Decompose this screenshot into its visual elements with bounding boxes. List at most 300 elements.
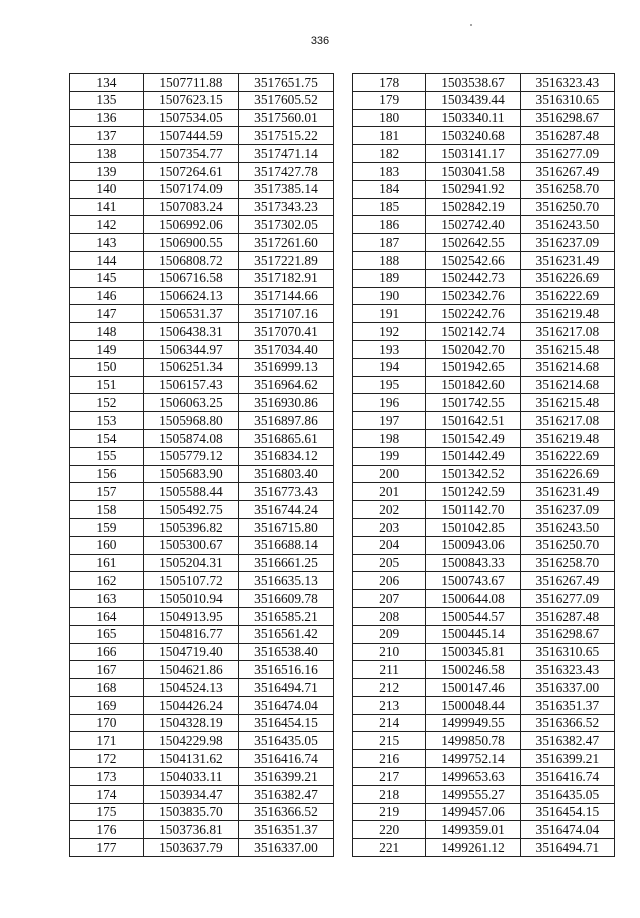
x-coordinate-cell: 1501942.65	[426, 358, 520, 376]
point-number-cell: 174	[70, 785, 144, 803]
x-coordinate-cell: 1503340.11	[426, 109, 520, 127]
y-coordinate-cell: 3516416.74	[520, 768, 614, 786]
x-coordinate-cell: 1500743.67	[426, 572, 520, 590]
x-coordinate-cell: 1499653.63	[426, 768, 520, 786]
point-number-cell: 172	[70, 750, 144, 768]
y-coordinate-cell: 3517107.16	[238, 305, 333, 323]
table-row	[353, 323, 615, 341]
x-coordinate-cell: 1502442.73	[426, 269, 520, 287]
y-coordinate-cell: 3516635.13	[238, 572, 333, 590]
table-row	[70, 127, 334, 145]
y-coordinate-cell: 3516454.15	[520, 803, 614, 821]
table-row	[353, 750, 615, 768]
table-row	[70, 145, 334, 163]
table-row	[353, 109, 615, 127]
table-row	[70, 412, 334, 430]
table-row	[70, 803, 334, 821]
table-row	[353, 127, 615, 145]
x-coordinate-cell: 1506808.72	[143, 251, 238, 269]
y-coordinate-cell: 3516215.48	[520, 394, 614, 412]
table-row	[70, 305, 334, 323]
point-number-cell: 151	[70, 376, 144, 394]
y-coordinate-cell: 3516416.74	[238, 750, 333, 768]
y-coordinate-cell: 3517343.23	[238, 198, 333, 216]
y-coordinate-cell: 3516310.65	[520, 91, 614, 109]
table-row	[70, 394, 334, 412]
point-number-cell: 171	[70, 732, 144, 750]
scan-speck	[470, 24, 472, 26]
point-number-cell: 160	[70, 536, 144, 554]
table-row	[353, 465, 615, 483]
table-row	[70, 74, 334, 92]
table-row	[70, 590, 334, 608]
x-coordinate-cell: 1506531.37	[143, 305, 238, 323]
table-row	[70, 429, 334, 447]
point-number-cell: 209	[353, 625, 426, 643]
x-coordinate-cell: 1503835.70	[143, 803, 238, 821]
table-row	[70, 483, 334, 501]
table-row	[353, 768, 615, 786]
table-row	[70, 162, 334, 180]
x-coordinate-cell: 1506157.43	[143, 376, 238, 394]
table-row	[353, 358, 615, 376]
table-row	[353, 483, 615, 501]
x-coordinate-cell: 1502842.19	[426, 198, 520, 216]
point-number-cell: 215	[353, 732, 426, 750]
point-number-cell: 164	[70, 607, 144, 625]
y-coordinate-cell: 3517385.14	[238, 180, 333, 198]
y-coordinate-cell: 3516287.48	[520, 607, 614, 625]
table-row	[70, 269, 334, 287]
x-coordinate-cell: 1502242.76	[426, 305, 520, 323]
x-coordinate-cell: 1505396.82	[143, 518, 238, 536]
x-coordinate-cell: 1503141.17	[426, 145, 520, 163]
x-coordinate-cell: 1505683.90	[143, 465, 238, 483]
point-number-cell: 178	[353, 74, 426, 92]
point-number-cell: 170	[70, 714, 144, 732]
y-coordinate-cell: 3516250.70	[520, 536, 614, 554]
table-row	[353, 625, 615, 643]
table-row	[70, 714, 334, 732]
x-coordinate-cell: 1505874.08	[143, 429, 238, 447]
point-number-cell: 181	[353, 127, 426, 145]
x-coordinate-cell: 1504913.95	[143, 607, 238, 625]
point-number-cell: 198	[353, 429, 426, 447]
y-coordinate-cell: 3516474.04	[238, 696, 333, 714]
y-coordinate-cell: 3516214.68	[520, 358, 614, 376]
table-row	[353, 447, 615, 465]
table-row	[353, 91, 615, 109]
point-number-cell: 211	[353, 661, 426, 679]
y-coordinate-cell: 3516494.71	[238, 679, 333, 697]
x-coordinate-cell: 1507174.09	[143, 180, 238, 198]
table-row	[353, 287, 615, 305]
table-row	[353, 821, 615, 839]
table-row	[70, 340, 334, 358]
table-row	[353, 234, 615, 252]
point-number-cell: 189	[353, 269, 426, 287]
x-coordinate-cell: 1507354.77	[143, 145, 238, 163]
point-number-cell: 144	[70, 251, 144, 269]
point-number-cell: 155	[70, 447, 144, 465]
x-coordinate-cell: 1504328.19	[143, 714, 238, 732]
y-coordinate-cell: 3516999.13	[238, 358, 333, 376]
y-coordinate-cell: 3516609.78	[238, 590, 333, 608]
point-number-cell: 152	[70, 394, 144, 412]
x-coordinate-cell: 1500048.44	[426, 696, 520, 714]
y-coordinate-cell: 3516964.62	[238, 376, 333, 394]
x-coordinate-cell: 1505204.31	[143, 554, 238, 572]
table-row	[70, 180, 334, 198]
y-coordinate-cell: 3516298.67	[520, 625, 614, 643]
y-coordinate-cell: 3516243.50	[520, 216, 614, 234]
point-number-cell: 163	[70, 590, 144, 608]
x-coordinate-cell: 1499457.06	[426, 803, 520, 821]
table-row	[353, 74, 615, 92]
y-coordinate-cell: 3516222.69	[520, 447, 614, 465]
table-row	[353, 198, 615, 216]
y-coordinate-cell: 3516237.09	[520, 501, 614, 519]
y-coordinate-cell: 3516323.43	[520, 661, 614, 679]
table-row	[353, 714, 615, 732]
x-coordinate-cell: 1502742.40	[426, 216, 520, 234]
y-coordinate-cell: 3516688.14	[238, 536, 333, 554]
point-number-cell: 143	[70, 234, 144, 252]
x-coordinate-cell: 1499850.78	[426, 732, 520, 750]
point-number-cell: 136	[70, 109, 144, 127]
x-coordinate-cell: 1507534.05	[143, 109, 238, 127]
table-row	[70, 501, 334, 519]
x-coordinate-cell: 1499555.27	[426, 785, 520, 803]
point-number-cell: 158	[70, 501, 144, 519]
table-row	[353, 696, 615, 714]
point-number-cell: 183	[353, 162, 426, 180]
y-coordinate-cell: 3516214.68	[520, 376, 614, 394]
point-number-cell: 167	[70, 661, 144, 679]
y-coordinate-cell: 3516351.37	[520, 696, 614, 714]
x-coordinate-cell: 1507264.61	[143, 162, 238, 180]
x-coordinate-cell: 1505588.44	[143, 483, 238, 501]
x-coordinate-cell: 1505107.72	[143, 572, 238, 590]
y-coordinate-cell: 3516366.52	[238, 803, 333, 821]
point-number-cell: 197	[353, 412, 426, 430]
table-row	[70, 768, 334, 786]
y-coordinate-cell: 3516243.50	[520, 518, 614, 536]
point-number-cell: 218	[353, 785, 426, 803]
table-row	[353, 501, 615, 519]
x-coordinate-cell: 1506438.31	[143, 323, 238, 341]
point-number-cell: 206	[353, 572, 426, 590]
point-number-cell: 201	[353, 483, 426, 501]
x-coordinate-cell: 1504719.40	[143, 643, 238, 661]
x-coordinate-cell: 1500246.58	[426, 661, 520, 679]
point-number-cell: 184	[353, 180, 426, 198]
point-number-cell: 202	[353, 501, 426, 519]
x-coordinate-cell: 1500644.08	[426, 590, 520, 608]
x-coordinate-cell: 1503736.81	[143, 821, 238, 839]
point-number-cell: 166	[70, 643, 144, 661]
x-coordinate-cell: 1501642.51	[426, 412, 520, 430]
table-row	[353, 554, 615, 572]
x-coordinate-cell: 1502941.92	[426, 180, 520, 198]
y-coordinate-cell: 3516226.69	[520, 269, 614, 287]
y-coordinate-cell: 3516287.48	[520, 127, 614, 145]
x-coordinate-cell: 1504033.11	[143, 768, 238, 786]
table-row	[70, 750, 334, 768]
point-number-cell: 161	[70, 554, 144, 572]
table-row	[70, 216, 334, 234]
x-coordinate-cell: 1506251.34	[143, 358, 238, 376]
y-coordinate-cell: 3516215.48	[520, 340, 614, 358]
table-row	[70, 625, 334, 643]
x-coordinate-cell: 1499949.55	[426, 714, 520, 732]
x-coordinate-cell: 1507623.15	[143, 91, 238, 109]
x-coordinate-cell: 1501542.49	[426, 429, 520, 447]
table-row	[353, 661, 615, 679]
y-coordinate-cell: 3516277.09	[520, 590, 614, 608]
y-coordinate-cell: 3516454.15	[238, 714, 333, 732]
table-row	[70, 287, 334, 305]
x-coordinate-cell: 1500843.33	[426, 554, 520, 572]
y-coordinate-cell: 3516323.43	[520, 74, 614, 92]
y-coordinate-cell: 3517605.52	[238, 91, 333, 109]
x-coordinate-cell: 1503041.58	[426, 162, 520, 180]
table-row	[353, 180, 615, 198]
point-number-cell: 145	[70, 269, 144, 287]
x-coordinate-cell: 1501442.49	[426, 447, 520, 465]
point-number-cell: 179	[353, 91, 426, 109]
point-number-cell: 216	[353, 750, 426, 768]
table-row	[70, 572, 334, 590]
table-row	[353, 607, 615, 625]
point-number-cell: 157	[70, 483, 144, 501]
table-row	[70, 536, 334, 554]
table-row	[353, 839, 615, 857]
x-coordinate-cell: 1500445.14	[426, 625, 520, 643]
table-row	[70, 821, 334, 839]
x-coordinate-cell: 1500943.06	[426, 536, 520, 554]
y-coordinate-cell: 3517427.78	[238, 162, 333, 180]
x-coordinate-cell: 1507711.88	[143, 74, 238, 92]
table-row	[353, 572, 615, 590]
table-row	[353, 590, 615, 608]
point-number-cell: 176	[70, 821, 144, 839]
y-coordinate-cell: 3516298.67	[520, 109, 614, 127]
x-coordinate-cell: 1500345.81	[426, 643, 520, 661]
point-number-cell: 192	[353, 323, 426, 341]
y-coordinate-cell: 3516267.49	[520, 162, 614, 180]
y-coordinate-cell: 3517302.05	[238, 216, 333, 234]
table-row	[70, 465, 334, 483]
x-coordinate-cell: 1506344.97	[143, 340, 238, 358]
y-coordinate-cell: 3516585.21	[238, 607, 333, 625]
x-coordinate-cell: 1503934.47	[143, 785, 238, 803]
point-number-cell: 135	[70, 91, 144, 109]
y-coordinate-cell: 3516219.48	[520, 305, 614, 323]
y-coordinate-cell: 3516219.48	[520, 429, 614, 447]
point-number-cell: 188	[353, 251, 426, 269]
y-coordinate-cell: 3516337.00	[238, 839, 333, 857]
y-coordinate-cell: 3516310.65	[520, 643, 614, 661]
point-number-cell: 139	[70, 162, 144, 180]
x-coordinate-cell: 1505010.94	[143, 590, 238, 608]
table-row	[353, 145, 615, 163]
y-coordinate-cell: 3517144.66	[238, 287, 333, 305]
y-coordinate-cell: 3516258.70	[520, 554, 614, 572]
y-coordinate-cell: 3516744.24	[238, 501, 333, 519]
x-coordinate-cell: 1502142.74	[426, 323, 520, 341]
table-row	[353, 412, 615, 430]
table-row	[70, 661, 334, 679]
point-number-cell: 214	[353, 714, 426, 732]
point-number-cell: 217	[353, 768, 426, 786]
x-coordinate-cell: 1504426.24	[143, 696, 238, 714]
point-number-cell: 207	[353, 590, 426, 608]
x-coordinate-cell: 1501342.52	[426, 465, 520, 483]
y-coordinate-cell: 3516538.40	[238, 643, 333, 661]
table-row	[70, 198, 334, 216]
x-coordinate-cell: 1504816.77	[143, 625, 238, 643]
point-number-cell: 175	[70, 803, 144, 821]
x-coordinate-cell: 1502042.70	[426, 340, 520, 358]
point-number-cell: 137	[70, 127, 144, 145]
x-coordinate-cell: 1506900.55	[143, 234, 238, 252]
point-number-cell: 210	[353, 643, 426, 661]
y-coordinate-cell: 3516516.16	[238, 661, 333, 679]
point-number-cell: 200	[353, 465, 426, 483]
point-number-cell: 162	[70, 572, 144, 590]
table-row	[70, 447, 334, 465]
y-coordinate-cell: 3516435.05	[520, 785, 614, 803]
y-coordinate-cell: 3517182.91	[238, 269, 333, 287]
y-coordinate-cell: 3516250.70	[520, 198, 614, 216]
x-coordinate-cell: 1499261.12	[426, 839, 520, 857]
y-coordinate-cell: 3516399.21	[520, 750, 614, 768]
table-row	[70, 518, 334, 536]
point-number-cell: 169	[70, 696, 144, 714]
table-row	[70, 839, 334, 857]
point-number-cell: 154	[70, 429, 144, 447]
point-number-cell: 168	[70, 679, 144, 697]
point-number-cell: 150	[70, 358, 144, 376]
x-coordinate-cell: 1503637.79	[143, 839, 238, 857]
y-coordinate-cell: 3516661.25	[238, 554, 333, 572]
coordinate-table-right	[352, 73, 615, 857]
y-coordinate-cell: 3517034.40	[238, 340, 333, 358]
y-coordinate-cell: 3516834.12	[238, 447, 333, 465]
coordinate-table-left	[69, 73, 334, 857]
table-row	[353, 732, 615, 750]
x-coordinate-cell: 1505300.67	[143, 536, 238, 554]
table-row	[70, 376, 334, 394]
x-coordinate-cell: 1504621.86	[143, 661, 238, 679]
table-row	[353, 162, 615, 180]
x-coordinate-cell: 1506716.58	[143, 269, 238, 287]
x-coordinate-cell: 1499359.01	[426, 821, 520, 839]
point-number-cell: 134	[70, 74, 144, 92]
x-coordinate-cell: 1503240.68	[426, 127, 520, 145]
table-row	[70, 251, 334, 269]
x-coordinate-cell: 1506063.25	[143, 394, 238, 412]
y-coordinate-cell: 3516226.69	[520, 465, 614, 483]
y-coordinate-cell: 3516803.40	[238, 465, 333, 483]
point-number-cell: 149	[70, 340, 144, 358]
point-number-cell: 148	[70, 323, 144, 341]
table-row	[353, 394, 615, 412]
table-row	[70, 785, 334, 803]
y-coordinate-cell: 3516382.47	[238, 785, 333, 803]
x-coordinate-cell: 1499752.14	[426, 750, 520, 768]
x-coordinate-cell: 1501842.60	[426, 376, 520, 394]
y-coordinate-cell: 3517471.14	[238, 145, 333, 163]
point-number-cell: 173	[70, 768, 144, 786]
y-coordinate-cell: 3516231.49	[520, 251, 614, 269]
point-number-cell: 146	[70, 287, 144, 305]
x-coordinate-cell: 1500544.57	[426, 607, 520, 625]
y-coordinate-cell: 3516435.05	[238, 732, 333, 750]
table-row	[353, 536, 615, 554]
y-coordinate-cell: 3516222.69	[520, 287, 614, 305]
point-number-cell: 196	[353, 394, 426, 412]
table-row	[70, 696, 334, 714]
point-number-cell: 194	[353, 358, 426, 376]
y-coordinate-cell: 3516267.49	[520, 572, 614, 590]
y-coordinate-cell: 3516561.42	[238, 625, 333, 643]
y-coordinate-cell: 3516237.09	[520, 234, 614, 252]
x-coordinate-cell: 1506992.06	[143, 216, 238, 234]
y-coordinate-cell: 3517515.22	[238, 127, 333, 145]
point-number-cell: 138	[70, 145, 144, 163]
table-row	[353, 803, 615, 821]
point-number-cell: 141	[70, 198, 144, 216]
x-coordinate-cell: 1502342.76	[426, 287, 520, 305]
table-row	[353, 305, 615, 323]
y-coordinate-cell: 3516382.47	[520, 732, 614, 750]
point-number-cell: 165	[70, 625, 144, 643]
point-number-cell: 220	[353, 821, 426, 839]
point-number-cell: 159	[70, 518, 144, 536]
table-row	[353, 269, 615, 287]
point-number-cell: 205	[353, 554, 426, 572]
table-row	[70, 679, 334, 697]
y-coordinate-cell: 3516897.86	[238, 412, 333, 430]
x-coordinate-cell: 1503439.44	[426, 91, 520, 109]
x-coordinate-cell: 1505968.80	[143, 412, 238, 430]
table-row	[353, 251, 615, 269]
point-number-cell: 140	[70, 180, 144, 198]
y-coordinate-cell: 3517651.75	[238, 74, 333, 92]
point-number-cell: 212	[353, 679, 426, 697]
y-coordinate-cell: 3516494.71	[520, 839, 614, 857]
y-coordinate-cell: 3516277.09	[520, 145, 614, 163]
y-coordinate-cell: 3516351.37	[238, 821, 333, 839]
point-number-cell: 177	[70, 839, 144, 857]
point-number-cell: 187	[353, 234, 426, 252]
x-coordinate-cell: 1506624.13	[143, 287, 238, 305]
point-number-cell: 195	[353, 376, 426, 394]
x-coordinate-cell: 1503538.67	[426, 74, 520, 92]
y-coordinate-cell: 3516217.08	[520, 412, 614, 430]
table-row	[353, 429, 615, 447]
x-coordinate-cell: 1502542.66	[426, 251, 520, 269]
y-coordinate-cell: 3517560.01	[238, 109, 333, 127]
y-coordinate-cell: 3516231.49	[520, 483, 614, 501]
x-coordinate-cell: 1501242.59	[426, 483, 520, 501]
table-row	[353, 376, 615, 394]
y-coordinate-cell: 3517070.41	[238, 323, 333, 341]
x-coordinate-cell: 1504524.13	[143, 679, 238, 697]
point-number-cell: 208	[353, 607, 426, 625]
